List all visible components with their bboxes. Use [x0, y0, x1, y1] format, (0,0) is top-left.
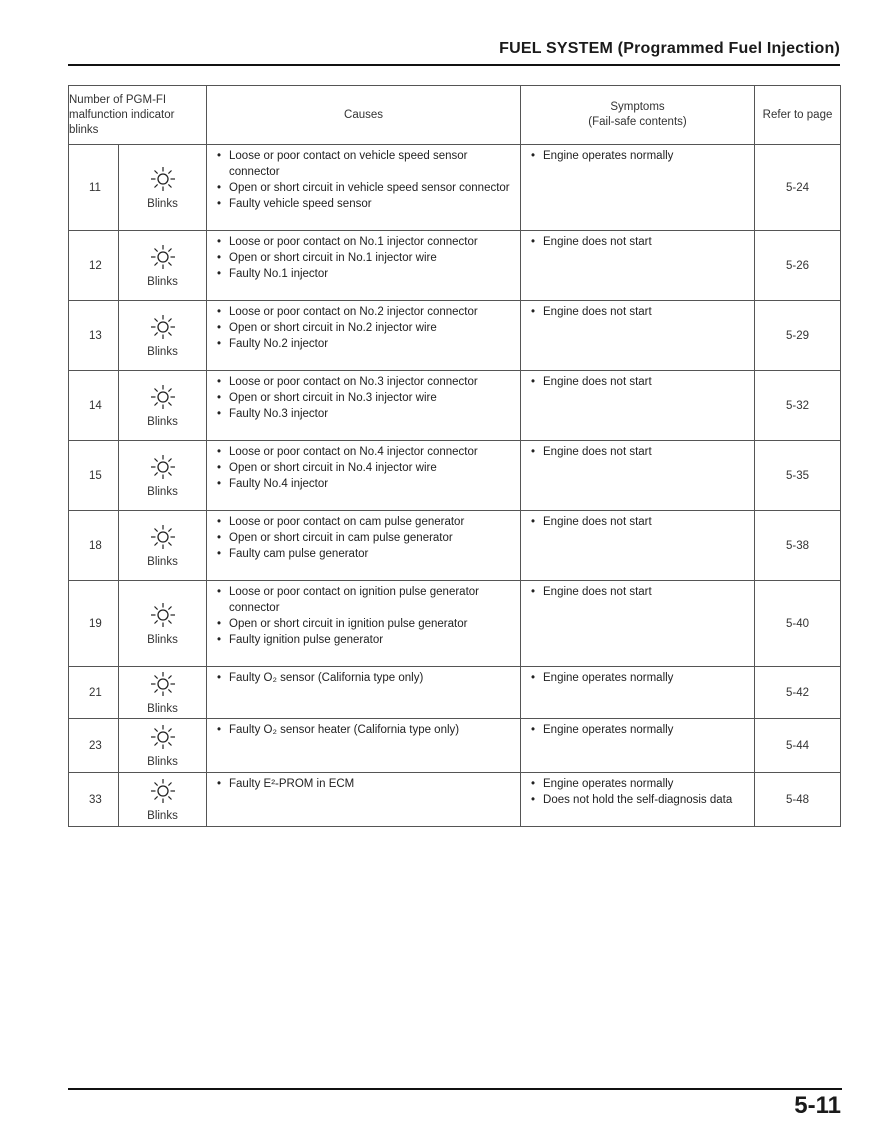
blinking-lamp-icon	[150, 778, 176, 804]
indicator-cell	[119, 581, 207, 667]
blinking-lamp-icon	[150, 602, 176, 628]
page-header	[68, 38, 840, 66]
cause-item: • Open or short circuit in ignition pulse generator	[215, 616, 514, 632]
causes-cell	[207, 301, 521, 371]
causes-cell	[207, 719, 521, 773]
refer-page: 5-48	[755, 773, 841, 827]
table-header-row	[69, 86, 841, 145]
cause-item: • Loose or poor contact on No.1 injector connector	[215, 234, 514, 250]
blinks-label: Blinks	[147, 555, 178, 568]
table-row	[69, 667, 841, 719]
blink-count: 21	[69, 667, 119, 719]
cause-item: • Open or short circuit in No.1 injector wire	[215, 250, 514, 266]
symptoms-cell	[521, 773, 755, 827]
cause-item: • Loose or poor contact on No.2 injector connector	[215, 304, 514, 320]
cause-item: • Faulty ignition pulse generator	[215, 632, 514, 648]
blink-count: 11	[69, 145, 119, 231]
cause-item: • Loose or poor contact on ignition pulse generator connector	[215, 584, 514, 616]
table-body	[69, 145, 841, 827]
cause-item: • Loose or poor contact on No.4 injector connector	[215, 444, 514, 460]
symptoms-cell	[521, 301, 755, 371]
indicator-cell	[119, 719, 207, 773]
cause-item: • Open or short circuit in vehicle speed sensor connector	[215, 180, 514, 196]
symptom-item: • Engine operates normally	[529, 148, 748, 164]
symptom-item: • Engine does not start	[529, 514, 748, 530]
symptoms-cell	[521, 667, 755, 719]
causes-cell	[207, 231, 521, 301]
table-row	[69, 581, 841, 667]
symptoms-cell	[521, 441, 755, 511]
refer-page: 5-26	[755, 231, 841, 301]
blink-count: 15	[69, 441, 119, 511]
symptom-item: • Engine operates normally	[529, 776, 748, 792]
causes-cell	[207, 667, 521, 719]
table-row	[69, 231, 841, 301]
header-symptoms-title: Symptoms	[610, 101, 665, 113]
blinking-lamp-icon	[150, 671, 176, 697]
cause-item: • Faulty O₂ sensor heater (California type only)	[215, 722, 514, 738]
refer-page: 5-35	[755, 441, 841, 511]
symptoms-cell	[521, 581, 755, 667]
symptom-item: • Engine does not start	[529, 584, 748, 600]
blink-count: 23	[69, 719, 119, 773]
blink-count: 18	[69, 511, 119, 581]
blinking-lamp-icon	[150, 166, 176, 192]
symptoms-cell	[521, 511, 755, 581]
cause-item: • Open or short circuit in No.4 injector wire	[215, 460, 514, 476]
table-row	[69, 301, 841, 371]
blinks-label: Blinks	[147, 755, 178, 768]
symptom-item: • Engine operates normally	[529, 670, 748, 686]
symptom-item: • Engine does not start	[529, 374, 748, 390]
header-causes: Causes	[207, 86, 521, 145]
table-row	[69, 371, 841, 441]
cause-item: • Faulty O₂ sensor (California type only)	[215, 670, 514, 686]
symptom-item: • Engine does not start	[529, 234, 748, 250]
blinks-label: Blinks	[147, 702, 178, 715]
blinking-lamp-icon	[150, 244, 176, 270]
header-symptoms-subtitle: (Fail-safe contents)	[588, 116, 687, 128]
cause-item: • Faulty cam pulse generator	[215, 546, 514, 562]
indicator-cell	[119, 773, 207, 827]
table-row	[69, 719, 841, 773]
blink-count: 33	[69, 773, 119, 827]
blink-count: 19	[69, 581, 119, 667]
indicator-cell	[119, 371, 207, 441]
table-row	[69, 441, 841, 511]
symptoms-cell	[521, 231, 755, 301]
cause-item: • Faulty No.3 injector	[215, 406, 514, 422]
header-refer-page: Refer to page	[755, 86, 841, 145]
causes-cell	[207, 145, 521, 231]
header-symptoms	[521, 86, 755, 145]
blinking-lamp-icon	[150, 314, 176, 340]
indicator-cell	[119, 145, 207, 231]
table-row	[69, 773, 841, 827]
symptom-item: • Engine does not start	[529, 304, 748, 320]
symptoms-cell	[521, 719, 755, 773]
blink-count: 13	[69, 301, 119, 371]
diagnostic-code-table	[68, 85, 841, 827]
indicator-cell	[119, 301, 207, 371]
table-row	[69, 145, 841, 231]
blink-count: 12	[69, 231, 119, 301]
blinks-label: Blinks	[147, 345, 178, 358]
indicator-cell	[119, 231, 207, 301]
header-blink-count: Number of PGM-FI malfunction indicator blinks	[69, 86, 207, 145]
cause-item: • Faulty No.4 injector	[215, 476, 514, 492]
cause-item: • Faulty E²-PROM in ECM	[215, 776, 514, 792]
indicator-cell	[119, 511, 207, 581]
causes-cell	[207, 581, 521, 667]
cause-item: • Loose or poor contact on cam pulse generator	[215, 514, 514, 530]
refer-page: 5-29	[755, 301, 841, 371]
cause-item: • Faulty No.2 injector	[215, 336, 514, 352]
refer-page: 5-40	[755, 581, 841, 667]
table-row	[69, 511, 841, 581]
symptom-item: • Engine does not start	[529, 444, 748, 460]
blinking-lamp-icon	[150, 384, 176, 410]
refer-page: 5-24	[755, 145, 841, 231]
blink-count: 14	[69, 371, 119, 441]
causes-cell	[207, 773, 521, 827]
symptom-item: • Does not hold the self-diagnosis data	[529, 792, 748, 808]
indicator-cell	[119, 667, 207, 719]
causes-cell	[207, 371, 521, 441]
causes-cell	[207, 441, 521, 511]
cause-item: • Faulty No.1 injector	[215, 266, 514, 282]
page-number: 5-11	[794, 1092, 841, 1119]
cause-item: • Open or short circuit in No.3 injector wire	[215, 390, 514, 406]
section-title: FUEL SYSTEM (Programmed Fuel Injection)	[499, 40, 840, 57]
blinks-label: Blinks	[147, 633, 178, 646]
cause-item: • Open or short circuit in No.2 injector wire	[215, 320, 514, 336]
cause-item: • Open or short circuit in cam pulse generator	[215, 530, 514, 546]
blinks-label: Blinks	[147, 485, 178, 498]
indicator-cell	[119, 441, 207, 511]
blinks-label: Blinks	[147, 275, 178, 288]
blinks-label: Blinks	[147, 415, 178, 428]
blinks-label: Blinks	[147, 809, 178, 822]
blinks-label: Blinks	[147, 197, 178, 210]
symptom-item: • Engine operates normally	[529, 722, 748, 738]
blinking-lamp-icon	[150, 524, 176, 550]
cause-item: • Faulty vehicle speed sensor	[215, 196, 514, 212]
cause-item: • Loose or poor contact on No.3 injector connector	[215, 374, 514, 390]
causes-cell	[207, 511, 521, 581]
symptoms-cell	[521, 371, 755, 441]
refer-page: 5-44	[755, 719, 841, 773]
cause-item: • Loose or poor contact on vehicle speed sensor connector	[215, 148, 514, 180]
refer-page: 5-38	[755, 511, 841, 581]
footer-rule	[68, 1088, 842, 1090]
symptoms-cell	[521, 145, 755, 231]
refer-page: 5-42	[755, 667, 841, 719]
refer-page: 5-32	[755, 371, 841, 441]
blinking-lamp-icon	[150, 454, 176, 480]
blinking-lamp-icon	[150, 724, 176, 750]
